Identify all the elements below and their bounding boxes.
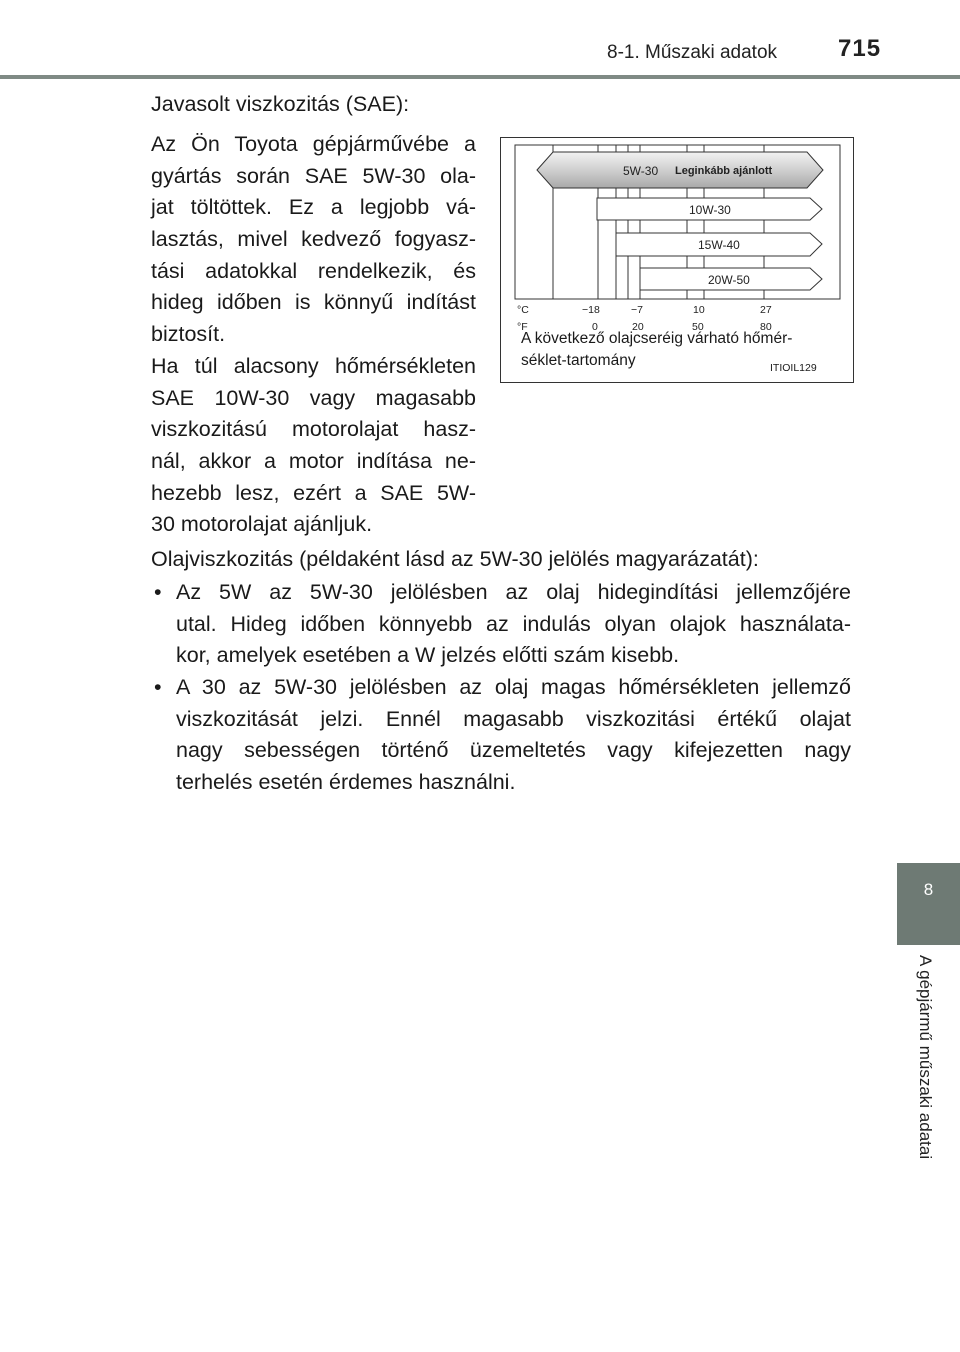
caption-line: A következő olajcseréig várható hőmér- bbox=[521, 330, 793, 347]
tick-f: 80 bbox=[760, 321, 772, 333]
text-line: utal. Hideg időben könnyebb az indulás olyan olajok használata- bbox=[176, 611, 851, 636]
chapter-label: A gépjármű műszaki adatai bbox=[916, 955, 935, 1160]
text-line: lasztás, mivel kedvező fogyasz- bbox=[151, 227, 476, 252]
chapter-tab[interactable] bbox=[897, 863, 960, 945]
section-title: 8-1. Műszaki adatok bbox=[607, 42, 778, 63]
text-line: A 30 az 5W-30 jelölésben az olaj magas hőmérsékleten jellemző bbox=[176, 675, 851, 699]
text-line: nál, akkor a motor indítása ne- bbox=[151, 449, 476, 474]
label-20w50: 20W-50 bbox=[708, 273, 750, 287]
heading: Javasolt viszkozitás (SAE): bbox=[151, 92, 410, 116]
text-line: hezebb lesz, ezért a SAE 5W- bbox=[151, 480, 476, 505]
bullet-text bbox=[176, 577, 851, 672]
label-10w30: 10W-30 bbox=[689, 203, 731, 217]
text-line: hideg időben is könnyű indítást bbox=[151, 290, 476, 315]
label-recommended: Leginkább ajánlott bbox=[675, 165, 773, 177]
figure-code: ITIOIL129 bbox=[770, 362, 817, 374]
page-number: 715 bbox=[838, 35, 882, 62]
text-line: biztosít. bbox=[151, 322, 226, 347]
tick-c: −18 bbox=[582, 304, 600, 316]
text-line: Az 5W az 5W-30 jelölésben az olaj hidegindítási jellemzőjére bbox=[176, 580, 851, 604]
viscosity-chart bbox=[500, 137, 854, 383]
chart-caption bbox=[521, 328, 792, 372]
unit-fahrenheit: °F bbox=[517, 321, 528, 333]
paragraph-factory-oil bbox=[151, 129, 476, 351]
label-15w40: 15W-40 bbox=[698, 238, 740, 252]
chapter-number: 8 bbox=[923, 880, 934, 899]
text-line: Az Ön Toyota gépjárművébe a bbox=[151, 132, 476, 156]
bullet-item-hot bbox=[154, 672, 854, 800]
bullet-dot: • bbox=[154, 580, 162, 604]
text-line: viszkozitását jelzi. Ennél magasabb viszkozitási értékű olajat bbox=[176, 706, 851, 731]
tick-c: −7 bbox=[631, 304, 643, 316]
label-5w30: 5W-30 bbox=[623, 164, 659, 178]
tick-f: 0 bbox=[592, 321, 598, 333]
text-line: kor, amelyek esetében a W jelzés előtti szám kisebb. bbox=[176, 643, 680, 668]
text-line: terhelés esetén érdemes használni. bbox=[176, 770, 516, 795]
text-line: Ha túl alacsony hőmérsékleten bbox=[151, 354, 476, 378]
header-divider bbox=[0, 75, 960, 79]
text-line: gyártás során SAE 5W-30 ola- bbox=[151, 163, 476, 188]
text-line: nagy sebességen történő üzemeltetés vagy kifejezetten nagy bbox=[176, 738, 851, 763]
bullet-dot: • bbox=[154, 675, 162, 699]
caption-line: séklet-tartomány bbox=[521, 352, 636, 369]
paragraph-viscosity-intro: Olajviszkozitás (példaként lásd az 5W-30 jelölés magyarázatát): bbox=[151, 547, 759, 571]
text-line: SAE 10W-30 vagy magasabb bbox=[151, 385, 476, 410]
text-line: 30 motorolajat ajánljuk. bbox=[151, 512, 373, 537]
unit-celsius: °C bbox=[517, 304, 529, 316]
bullet-item-cold bbox=[154, 577, 854, 673]
text-line: tási adatokkal rendelkezik, és bbox=[151, 258, 476, 283]
paragraph-low-temperature bbox=[151, 351, 476, 541]
text-line: viszkozitású motorolajat hasz- bbox=[151, 417, 476, 442]
tick-f: 20 bbox=[632, 321, 644, 333]
tick-f: 50 bbox=[692, 321, 704, 333]
bullet-text bbox=[176, 672, 851, 799]
text-line: jat töltöttek. Ez a legjobb vá- bbox=[151, 195, 476, 220]
tick-c: 10 bbox=[693, 304, 705, 316]
tick-c: 27 bbox=[760, 304, 772, 316]
